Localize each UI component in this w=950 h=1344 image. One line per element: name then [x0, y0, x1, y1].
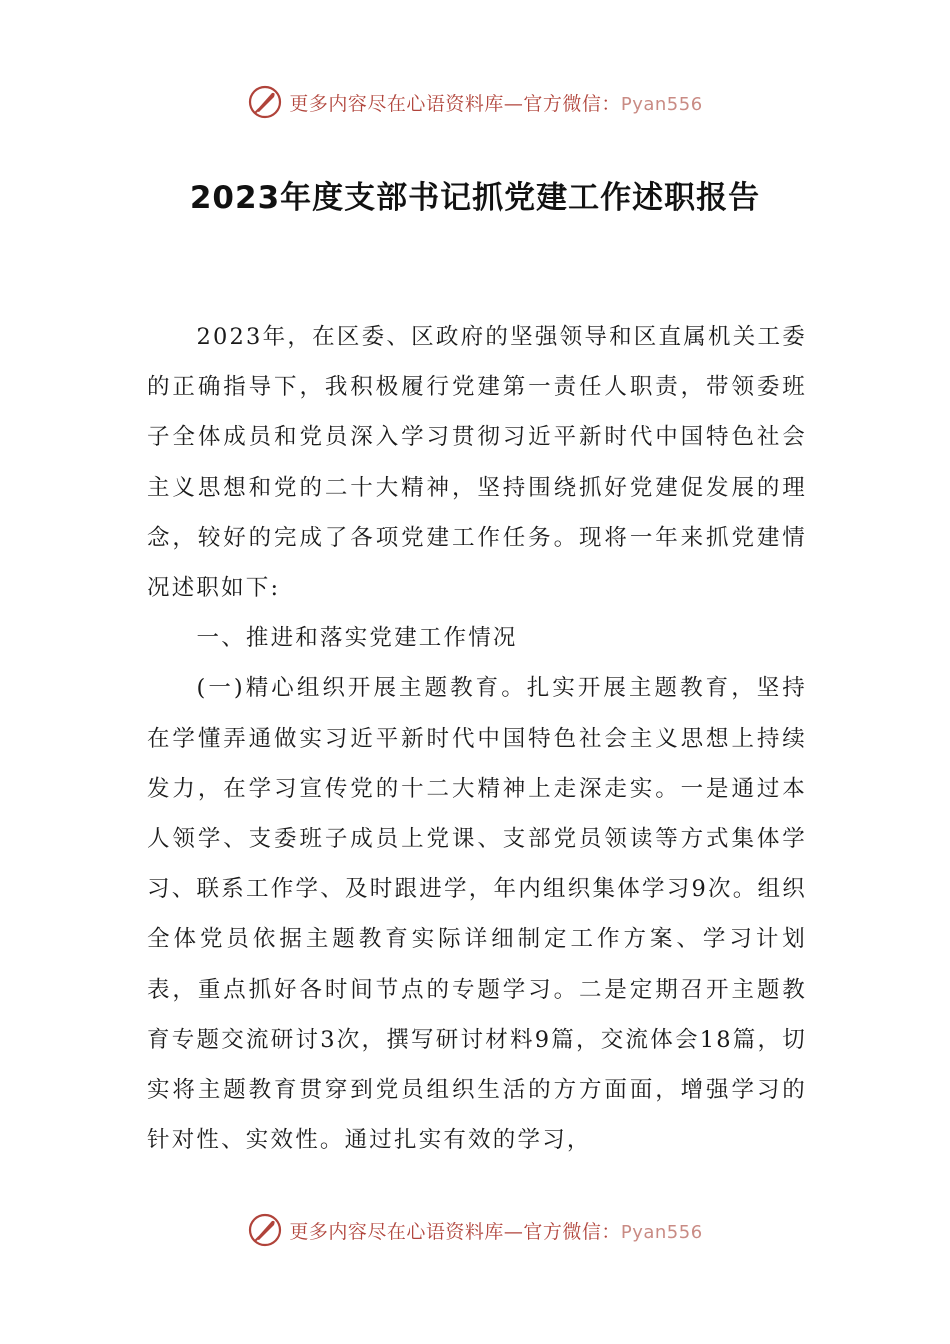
watermark-wechat-id: Pyan556 — [620, 1221, 703, 1243]
quill-logo-icon — [247, 84, 283, 120]
watermark-header — [0, 82, 950, 122]
quill-logo-icon — [247, 1212, 283, 1248]
section-heading: 一、推进和落实党建工作情况 — [196, 625, 518, 652]
watermark-label: 更多内容尽在心语资料库—官方微信： — [289, 92, 621, 115]
watermark-label: 更多内容尽在心语资料库—官方微信： — [289, 1220, 621, 1243]
watermark-wechat-id: Pyan556 — [620, 93, 703, 115]
paragraph-theme-education: (一)精心组织开展主题教育。扎实开展主题教育，坚持在学懂弄通做实习近平新时代中国特色社会主义思想上持续发力，在学习宣传党的十二大精神上走深走实。一是通过本人领学、支委班子成员上党课、支部党员领读等方式集体学习、联系工作学、及时跟进学，年内组织集体学习9次。组织全体党员依据主题教育实际详细制定工作方案、学习计划表，重点抓好各时间节点的专题学习。二是定期召开主题教育专题交流研讨3次，撰写研讨材料9篇，交流体会18篇，切实将主题教育贯穿到党员组织生活的方方面面，增强学习的针对性、实效性。通过扎实有效的学习， — [147, 675, 807, 1154]
document-body — [147, 312, 807, 1165]
watermark-text — [289, 89, 702, 116]
watermark-text — [289, 1217, 702, 1244]
paragraph-intro: 2023年，在区委、区政府的坚强领导和区直属机关工委的正确指导下，我积极履行党建第一责任人职责，带领委班子全体成员和党员深入学习贯彻习近平新时代中国特色社会主义思想和党的二十大精神，坚持围绕抓好党建促发展的理念，较好的完成了各项党建工作任务。现将一年来抓党建情况述职如下: — [147, 324, 807, 602]
watermark-footer — [0, 1210, 950, 1250]
document-title: 2023年度支部书记抓党建工作述职报告 — [189, 180, 761, 216]
